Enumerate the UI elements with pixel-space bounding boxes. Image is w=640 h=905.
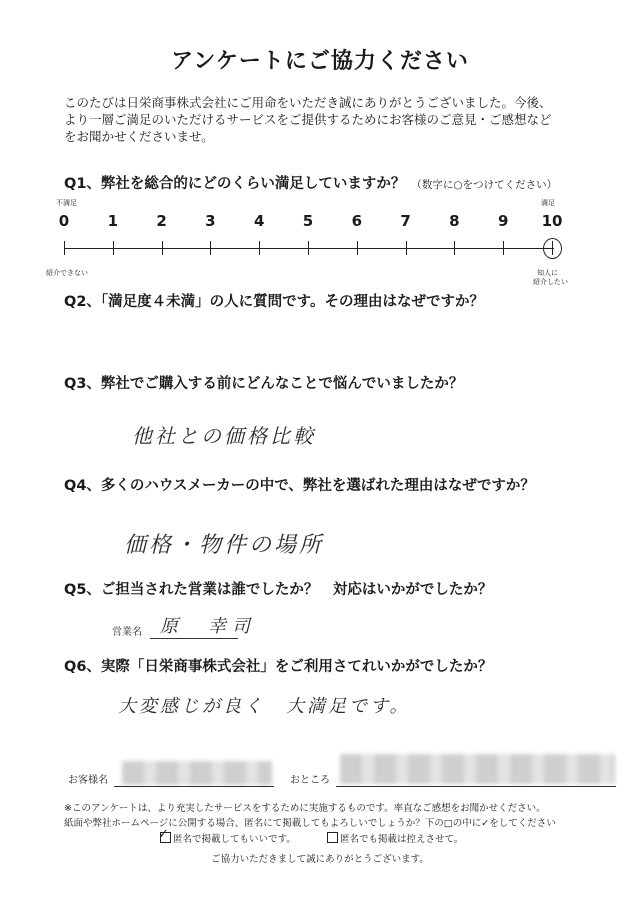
scale-line (64, 248, 554, 249)
scale-tick-7 (406, 241, 407, 255)
satisfaction-scale (0, 0, 640, 300)
scale-number-10[interactable]: 10 (541, 212, 563, 230)
intro-line-1: このたびは日栄商事株式会社にご用命をいただき誠にありがとうございました。今後、 (64, 95, 552, 110)
customer-name-label: お客様名 (68, 775, 108, 786)
scale-low-bottom-label: 紹介できない (46, 269, 88, 277)
scale-number-8[interactable]: 8 (449, 212, 460, 230)
scale-number-3[interactable]: 3 (205, 212, 216, 230)
question-4: Q4、多くのハウスメーカーの中で、弊社を選ばれた理由はなぜですか？ (64, 478, 535, 494)
answer-4: 価格・物件の場所 (124, 533, 325, 558)
footer-note-1: ※このアンケートは、より充実したサービスをするために実施するものです。率直なご感想をお聞かせください。 (64, 803, 546, 814)
answer-6: 大変感じが良く 大満足です。 (118, 696, 411, 717)
scale-tick-0 (64, 241, 65, 255)
scale-number-0[interactable]: 0 (58, 212, 70, 230)
staff-name-underline (150, 638, 238, 639)
scale-tick-6 (357, 241, 358, 255)
answer-3: 他社との価格比較 (132, 424, 316, 448)
question-1-text: Q1、弊社を総合的にどのくらい満足していますか？ (64, 176, 406, 192)
customer-name-underline (114, 786, 274, 787)
scale-tick-1 (113, 241, 114, 255)
question-3: Q3、弊社でご購入する前にどんなことで悩んでいましたか？ (64, 376, 464, 392)
question-2: Q2、「満足度４未満」の人に質問です。その理由はなぜですか？ (64, 294, 485, 310)
address-redacted (340, 754, 615, 784)
scale-low-label: 不満足 (56, 199, 77, 207)
scale-tick-4 (259, 241, 260, 255)
scale-high-bottom-label-1: 知人に (537, 269, 558, 277)
scale-tick-3 (210, 241, 211, 255)
consent-option-2[interactable] (327, 832, 463, 847)
question-6: Q6、実際「日栄商事株式会社」をご利用さてれいかがでしたか？ (64, 659, 493, 675)
scale-number-7[interactable]: 7 (400, 212, 411, 230)
scale-tick-2 (162, 241, 163, 255)
scale-number-1[interactable]: 1 (107, 212, 119, 230)
scale-tick-5 (308, 241, 309, 255)
staff-name-label: 営業名 (112, 627, 142, 638)
consent-option-2-checkbox[interactable] (327, 832, 338, 843)
thanks-message: ご協力いただきまして誠にありがとうございます。 (211, 854, 429, 865)
scale-number-4[interactable]: 4 (253, 212, 265, 230)
address-underline (336, 786, 616, 787)
check-mark-icon: ✓ (158, 827, 169, 842)
scale-high-label: 満足 (541, 199, 555, 207)
page-title: アンケートにご協力ください (171, 49, 469, 74)
scale-number-9[interactable]: 9 (497, 212, 509, 230)
intro-line-2: より一層ご満足のいただけるサービスをご提供するためにお客様のご意見・ご感想など (64, 112, 552, 127)
scale-number-5[interactable]: 5 (302, 212, 314, 230)
scale-high-bottom-label-2: 紹介したい (533, 278, 568, 286)
scale-number-6[interactable]: 6 (351, 212, 363, 230)
selected-circle-mark (543, 238, 562, 259)
consent-option-1-label: 匿名で掲載してもいいです。 (173, 834, 296, 845)
scale-tick-9 (503, 241, 504, 255)
consent-option-1[interactable] (158, 827, 296, 847)
question-5: Q5、ご担当された営業は誰でしたか？ 対応はいかがでしたか？ (64, 582, 493, 598)
customer-name-redacted (122, 761, 272, 785)
address-label: おところ (290, 775, 330, 786)
staff-name-answer: 原 幸司 (160, 616, 256, 637)
scale-number-2[interactable]: 2 (156, 212, 167, 230)
intro-line-3: をお聞かせくださいませ。 (64, 129, 214, 144)
footer-note-2: 紙面や弊社ホームページに公開する場合、匿名にて掲載してもよろしいでしょうか？下の□の中に✓をしてください (64, 818, 556, 829)
question-1-note: （数字に○をつけてください） (411, 179, 558, 191)
scale-tick-8 (454, 241, 455, 255)
consent-option-2-label: 匿名でも掲載は控えさせて。 (340, 834, 464, 845)
